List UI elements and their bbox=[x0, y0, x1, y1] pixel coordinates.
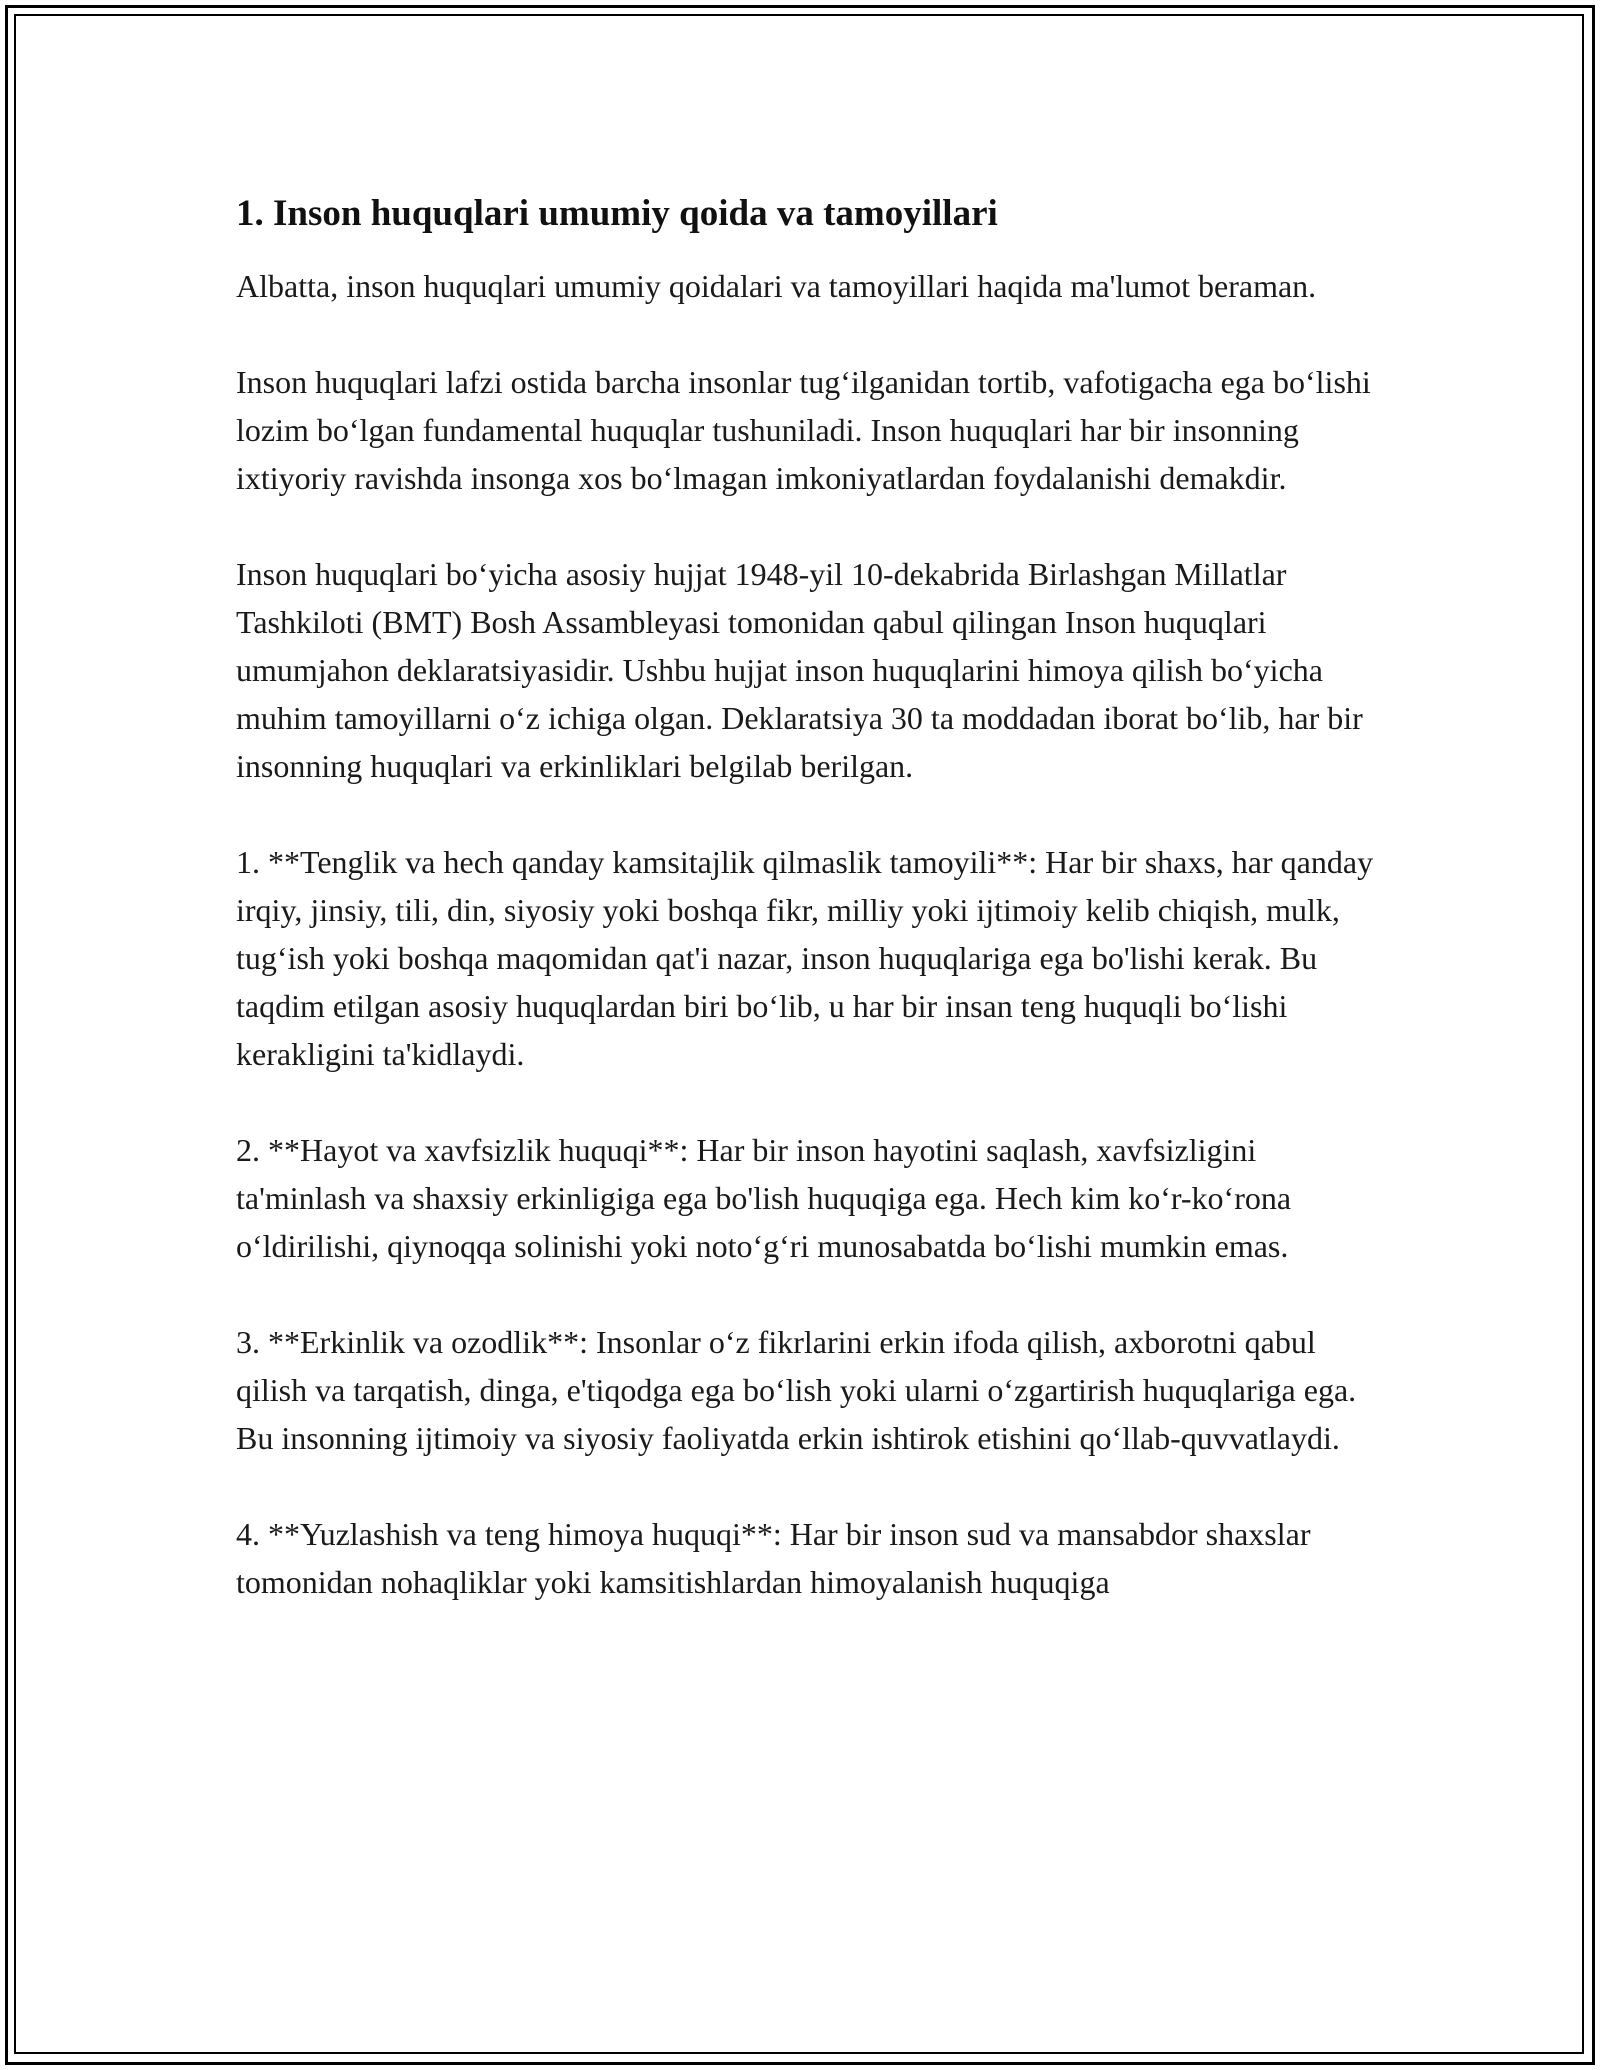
document-body bbox=[236, 188, 1386, 1606]
document-title: 1. Inson huquqlari umumiy qoida va tamoyillari bbox=[236, 193, 998, 234]
paragraph-declaration: Inson huquqlari bo‘yicha asosiy hujjat 1948-yil 10-dekabrida Birlashgan Millatlar Tashkiloti (BMT) Bosh Assambleyasi tomonidan qabul qilingan Inson huquqlari umumjahon deklaratsiyasidir. Ushbu hujjat inson huquqlarini himoya qilish bo‘yicha muhim tamoyillarni o‘z ichiga olgan. Deklaratsiya 30 ta moddadan iborat bo‘lib, har bir insonning huquqlari va erkinliklari belgilab berilgan. bbox=[236, 556, 1363, 784]
list-item-life-security: 2. **Hayot va xavfsizlik huquqi**: Har bir inson hayotini saqlash, xavfsizligini ta'minlash va shaxsiy erkinligiga ega bo'lish huquqiga ega. Hech kim ko‘r-ko‘rona o‘ldirilishi, qiynoqqa solinishi yoki noto‘g‘ri munosabatda bo‘lishi mumkin emas. bbox=[236, 1132, 1292, 1264]
paragraph-intro: Albatta, inson huquqlari umumiy qoidalari va tamoyillari haqida ma'lumot beraman. bbox=[236, 268, 1317, 304]
list-item-equal-protection: 4. **Yuzlashish va teng himoya huquqi**: Har bir inson sud va mansabdor shaxslar tomonidan nohaqliklar yoki kamsitishlardan himoyalanish huquqiga bbox=[236, 1516, 1311, 1600]
list-item-equality: 1. **Tenglik va hech qanday kamsitajlik qilmaslik tamoyili**: Har bir shaxs, har qanday irqiy, jinsiy, tili, din, siyosiy yoki boshqa fikr, milliy yoki ijtimoiy kelib chiqish, mulk, tug‘ish yoki boshqa maqomidan qat'i nazar, inson huquqlariga ega bo'lishi kerak. Bu taqdim etilgan asosiy huquqlardan biri bo‘lib, u har bir insan teng huquqli bo‘lishi kerakligini ta'kidlaydi. bbox=[236, 844, 1374, 1072]
list-item-freedom: 3. **Erkinlik va ozodlik**: Insonlar o‘z fikrlarini erkin ifoda qilish, axborotni qabul qilish va tarqatish, dinga, e'tiqodga ega bo‘lish yoki ularni o‘zgartirish huquqlariga ega. Bu insonning ijtimoiy va siyosiy faoliyatda erkin ishtirok etishini qo‘llab-quvvatlaydi. bbox=[236, 1324, 1357, 1456]
paragraph-definition: Inson huquqlari lafzi ostida barcha insonlar tug‘ilganidan tortib, vafotigacha ega bo‘lishi lozim bo‘lgan fundamental huquqlar tushuniladi. Inson huquqlari har bir insonning ixtiyoriy ravishda insonga xos bo‘lmagan imkoniyatlardan foydalanishi demakdir. bbox=[236, 364, 1371, 496]
